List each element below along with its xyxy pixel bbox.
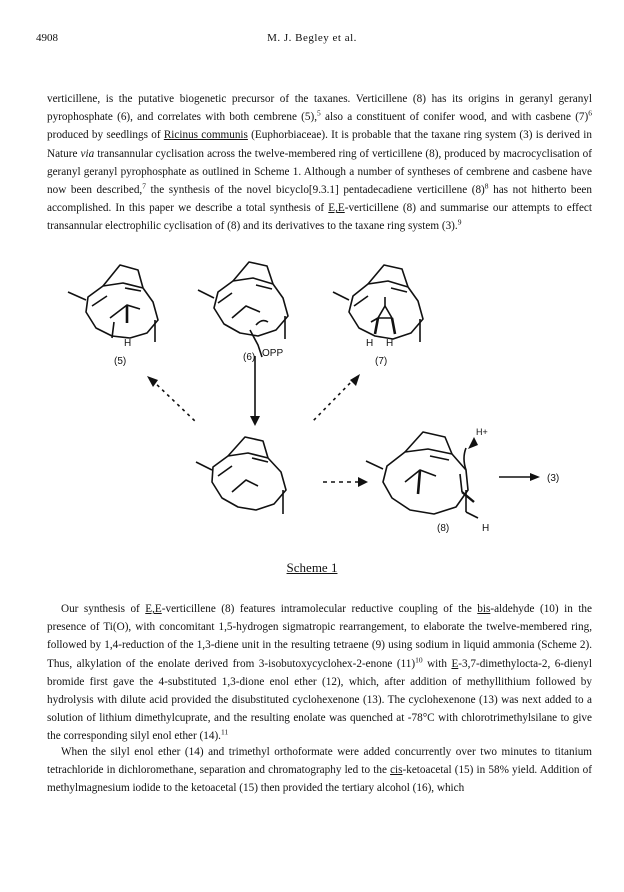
stereo-descriptor: E,E <box>145 603 162 615</box>
paragraph-ketoacetal <box>47 743 592 798</box>
reference: 6 <box>588 108 592 118</box>
text: has not hitherto been accomplished. In this paper we describe a total synthesis of <box>47 184 592 215</box>
scheme-caption: Scheme 1 <box>286 560 338 575</box>
reference: 8 <box>484 181 489 191</box>
running-head: M. J. Begley et al. <box>267 32 357 44</box>
text-underlined: bis <box>477 603 491 615</box>
text: -3,7-dimethylocta-2, 6-dienyl bromide first gave the 4-substituted 1,3-dione enol ether (12), which, after addition of methyllithium followed by hydrolysis with dilute acid provided the disubstituted cyclohexenone (13). The cyclohexenone (13) was next added to a solution of lithium dimethylcuprate, and the resulting enolate was quenched at -78°C with chlorotrimethylsilane to give the corresponding silyl enol ether (14). <box>47 657 592 743</box>
label-h8: H <box>482 523 490 534</box>
reference: 10 <box>415 654 423 664</box>
reference: 5 <box>317 108 321 118</box>
label-compound-6: (6) <box>243 352 256 363</box>
label-h7b: H <box>386 338 394 349</box>
text: the synthesis of the novel bicyclo[9.3.1] pentadecadiene verticillene (8) <box>145 184 485 197</box>
label-hplus: H+ <box>476 427 488 437</box>
label-opp: OPP <box>262 348 284 359</box>
text: -verticillene (8) and summarise our attempts to effect transannular electrophilic cyclisation of (8) and its derivatives to the taxane ring system (3). <box>47 202 592 233</box>
reference: 11 <box>220 727 229 737</box>
text: -verticillene (8) features intramolecular reductive coupling of the <box>161 603 478 615</box>
label-h5: H <box>124 338 132 349</box>
text: -ketoacetal (15) in 58% yield. Addition of methylmagnesium iodide to the ketoacetal (15) then provided the tertiary alcohol (16), which <box>47 764 593 795</box>
text: -aldehyde (10) in the presence of Ti(O), with concomitant 1,5-hydrogen sigmatropic rearrangement, to elaborate the twelve-membered ring, followed by 1,4-reduction of the 1,3-diene unit in the resulting tetraene (9) using sodium in liquid ammonia (Scheme 2). Thus, alkylation of the enolate derived from 3-isobutoxycyclohex-2-enone (11) <box>47 603 592 670</box>
label-compound-3: (3) <box>547 473 560 484</box>
label-compound-8: (8) <box>437 523 450 534</box>
species-name: Ricinus communis <box>163 129 248 142</box>
text-italic: via <box>80 147 95 160</box>
reference: 9 <box>457 217 462 227</box>
paragraph-synthesis <box>47 600 592 746</box>
text: verticillene, is the putative biogenetic precursor of the taxanes. Verticillene (8) has its origins in geranyl geranyl pyrophosphate (6), and correlates with both cembrene (5), <box>47 93 592 124</box>
text: also a constituent of conifer wood, and with casbene (7) <box>320 111 589 124</box>
text: transannular cyclisation across the twelve-membered ring of verticillene (8), produced by macrocyclisation of geranyl geranyl pyrophosphate as outlined in Scheme 1. Although a number of syntheses of cembrene and casbene have now been described, <box>47 147 592 197</box>
reference: 7 <box>142 181 146 191</box>
text: Our synthesis of <box>61 603 146 615</box>
text: produced by seedlings of <box>47 129 164 142</box>
text: with <box>422 657 452 670</box>
stereo-descriptor: E <box>451 657 459 670</box>
stereo-descriptor: E,E <box>328 202 345 215</box>
label-compound-5: (5) <box>114 356 127 367</box>
label-compound-7: (7) <box>375 356 388 367</box>
label-h7a: H <box>366 338 374 349</box>
text: (Euphorbiaceae). It is probable that the taxane ring system (3) is derived in Nature <box>47 129 592 160</box>
page-number: 4908 <box>36 32 58 44</box>
text: When the silyl enol ether (14) and trimethyl orthoformate were added concurrently over two minutes to titanium tetrachloride in dichloromethane, separation and chromatography led to the <box>47 746 592 777</box>
text-underlined: cis <box>390 764 403 777</box>
